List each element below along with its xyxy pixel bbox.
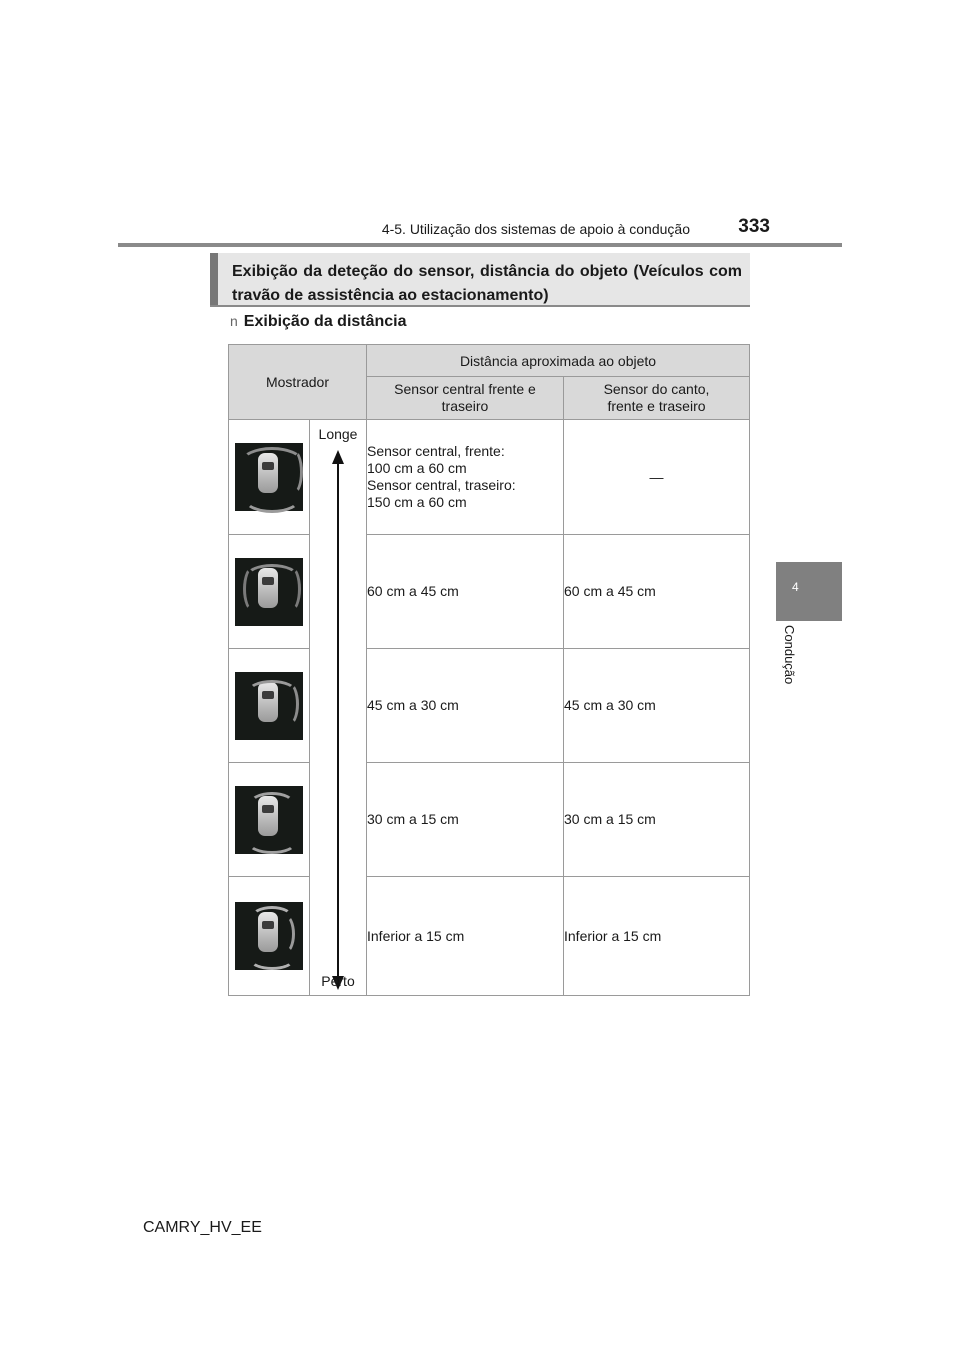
header-distance: Distância aproximada ao objeto	[367, 345, 750, 377]
chapter-label: Condução	[782, 625, 797, 685]
display-cell	[229, 763, 310, 877]
header-corner-sensor: Sensor do canto, frente e traseiro	[564, 377, 750, 420]
sensor-display-image	[235, 786, 303, 854]
distance-table	[228, 344, 750, 996]
sensor-display-image	[235, 902, 303, 970]
display-cell	[229, 877, 310, 996]
subheading-text: Exibição da distância	[243, 313, 407, 330]
table-row	[229, 877, 750, 996]
center-sensor-cell: Sensor central, frente: 100 cm a 60 cm Sensor central, traseiro: 150 cm a 60 cm	[367, 420, 564, 535]
display-cell	[229, 535, 310, 649]
corner-sensor-cell: —	[564, 420, 750, 535]
header-rule	[118, 243, 842, 247]
table-row	[229, 420, 750, 535]
sensor-display-image	[235, 443, 303, 511]
sensor-display-image	[235, 672, 303, 740]
subheading	[230, 313, 407, 331]
center-sensor-cell: 60 cm a 45 cm	[367, 535, 564, 649]
double-arrow-icon	[328, 450, 348, 990]
corner-sensor-cell: 60 cm a 45 cm	[564, 535, 750, 649]
header-center-sensor: Sensor central frente e traseiro	[367, 377, 564, 420]
corner-sensor-cell: 30 cm a 15 cm	[564, 763, 750, 877]
center-sensor-cell: 45 cm a 30 cm	[367, 649, 564, 763]
bullet-icon: n	[230, 313, 238, 329]
corner-sensor-cell: Inferior a 15 cm	[564, 877, 750, 996]
page-number: 333	[738, 216, 770, 237]
chapter-tab-label	[776, 625, 816, 715]
scale-far-label: Longe	[318, 426, 358, 442]
chapter-number: 4	[792, 580, 799, 594]
center-sensor-cell: 30 cm a 15 cm	[367, 763, 564, 877]
display-cell	[229, 420, 310, 535]
header-display: Mostrador	[229, 345, 367, 420]
scale-near-label: Perto	[321, 973, 355, 989]
display-cell	[229, 649, 310, 763]
section-title-box	[210, 253, 750, 307]
corner-sensor-cell: 45 cm a 30 cm	[564, 649, 750, 763]
distance-scale	[310, 420, 367, 996]
footer-code: CAMRY_HV_EE	[143, 1219, 262, 1236]
table-row	[229, 763, 750, 877]
table-row	[229, 649, 750, 763]
chapter-tab[interactable]	[776, 562, 842, 621]
center-sensor-cell: Inferior a 15 cm	[367, 877, 564, 996]
header-title: 4-5. Utilização dos sistemas de apoio à condução	[381, 221, 690, 237]
table-row	[229, 535, 750, 649]
sensor-display-image	[235, 558, 303, 626]
section-title: Exibição da deteção do sensor, distância do objeto (Veículos com travão de assistência ao estacionamento)	[232, 263, 742, 304]
section-rule	[210, 305, 750, 307]
